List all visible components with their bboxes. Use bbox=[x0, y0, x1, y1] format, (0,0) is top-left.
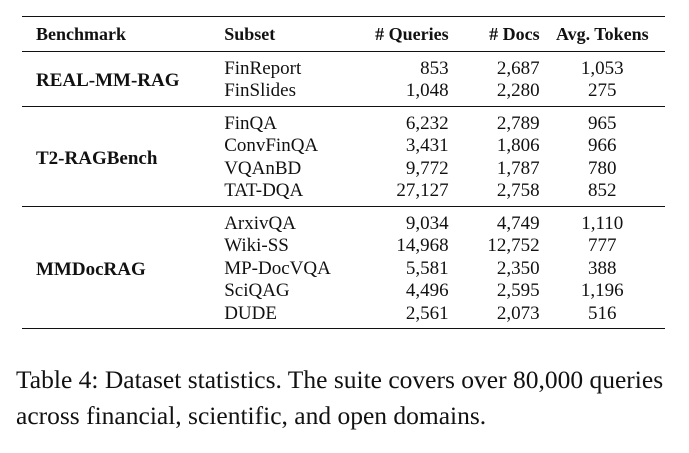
avg-tokens-cell: 852 bbox=[588, 180, 617, 201]
dataset-statistics-table-wrapper bbox=[22, 16, 665, 329]
table-row bbox=[22, 206, 665, 235]
docs-cell: 2,350 bbox=[496, 257, 540, 279]
benchmark-name: T2-RAGBench bbox=[36, 147, 158, 169]
table-row bbox=[22, 106, 665, 135]
header-queries: # Queries bbox=[346, 17, 449, 52]
avg-tokens-cell: 1,110 bbox=[581, 212, 624, 234]
subset-cell: FinSlides bbox=[224, 80, 296, 101]
queries-cell: 1,048 bbox=[405, 80, 449, 101]
header-benchmark: Benchmark bbox=[22, 17, 224, 52]
avg-tokens-cell: 275 bbox=[588, 80, 617, 101]
queries-cell: 5,581 bbox=[405, 257, 449, 279]
table-caption: Table 4: Dataset statistics. The suite covers over 80,000 queries across financial, scientific, and open domains. bbox=[16, 365, 664, 430]
table-header bbox=[22, 17, 665, 52]
avg-tokens-cell: 388 bbox=[588, 257, 617, 279]
queries-cell: 2,561 bbox=[405, 302, 449, 324]
benchmark-group bbox=[22, 51, 665, 106]
header-subset: Subset bbox=[224, 17, 345, 52]
queries-cell: 14,968 bbox=[396, 235, 449, 256]
subset-cell: TAT-DQA bbox=[224, 180, 304, 201]
avg-tokens-cell: 965 bbox=[588, 112, 617, 134]
avg-tokens-cell: 1,053 bbox=[580, 57, 624, 79]
header-row bbox=[22, 17, 665, 52]
docs-cell: 2,595 bbox=[496, 280, 540, 301]
queries-cell: 9,034 bbox=[405, 212, 449, 234]
subset-cell: VQAnBD bbox=[224, 157, 302, 179]
avg-tokens-cell: 1,196 bbox=[580, 280, 624, 301]
queries-cell: 27,127 bbox=[396, 180, 449, 201]
header-avg-tokens: Avg. Tokens bbox=[540, 17, 665, 52]
avg-tokens-cell: 777 bbox=[588, 235, 617, 256]
benchmark-name: REAL-MM-RAG bbox=[36, 70, 180, 92]
queries-cell: 3,431 bbox=[405, 135, 449, 156]
benchmark-group bbox=[22, 106, 665, 206]
docs-cell: 2,758 bbox=[496, 180, 540, 201]
benchmark-group bbox=[22, 206, 665, 329]
docs-cell: 12,752 bbox=[487, 235, 540, 256]
header-docs: # Docs bbox=[449, 17, 540, 52]
subset-cell: FinReport bbox=[224, 57, 302, 79]
subset-cell: SciQAG bbox=[224, 280, 290, 301]
subset-cell: FinQA bbox=[224, 112, 277, 134]
queries-cell: 4,496 bbox=[405, 280, 449, 301]
docs-cell: 4,749 bbox=[496, 212, 540, 234]
docs-cell: 2,280 bbox=[496, 80, 540, 101]
subset-cell: ConvFinQA bbox=[224, 135, 319, 156]
table-row bbox=[22, 51, 665, 80]
avg-tokens-cell: 966 bbox=[588, 135, 617, 156]
queries-cell: 9,772 bbox=[405, 157, 449, 179]
queries-cell: 6,232 bbox=[405, 112, 449, 134]
subset-cell: DUDE bbox=[224, 302, 277, 324]
subset-cell: ArxivQA bbox=[224, 212, 296, 234]
docs-cell: 1,787 bbox=[496, 157, 540, 179]
docs-cell: 1,806 bbox=[496, 135, 540, 156]
subset-cell: MP-DocVQA bbox=[224, 257, 331, 279]
docs-cell: 2,789 bbox=[496, 112, 540, 134]
subset-cell: Wiki-SS bbox=[224, 235, 289, 256]
queries-cell: 853 bbox=[420, 57, 449, 79]
avg-tokens-cell: 516 bbox=[588, 302, 617, 324]
dataset-statistics-table bbox=[22, 16, 665, 329]
docs-cell: 2,073 bbox=[496, 302, 540, 324]
benchmark-name: MMDocRAG bbox=[36, 259, 146, 280]
docs-cell: 2,687 bbox=[496, 57, 540, 79]
avg-tokens-cell: 780 bbox=[588, 157, 617, 179]
